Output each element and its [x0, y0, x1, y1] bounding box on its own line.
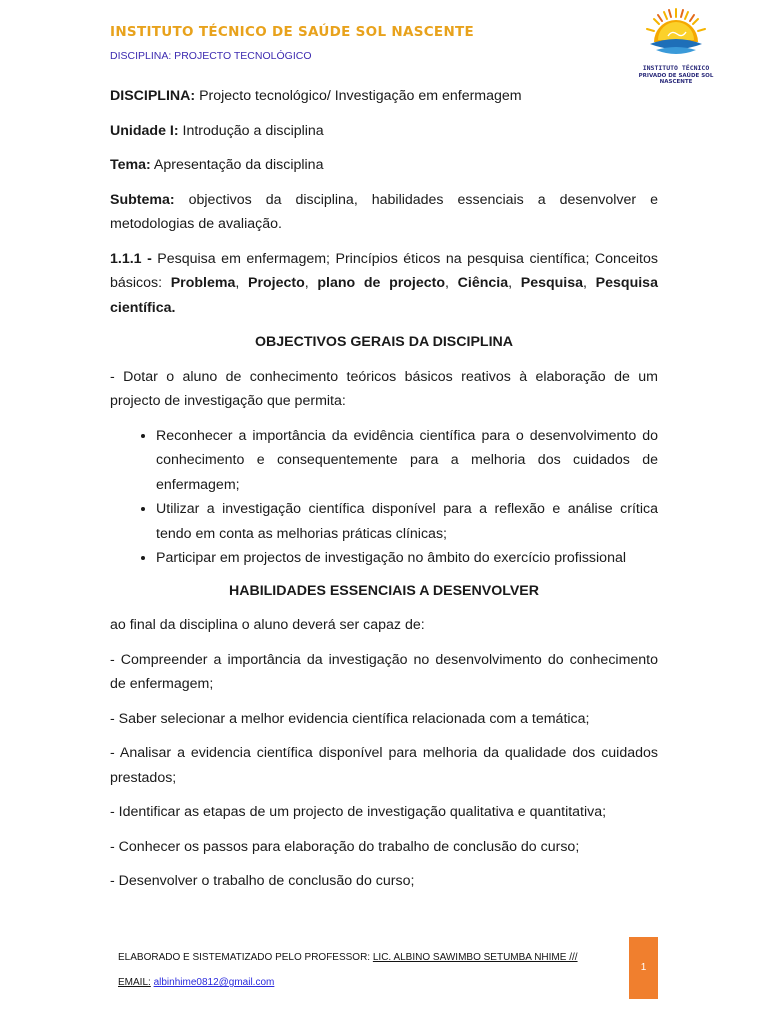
footer-author-line [118, 952, 618, 963]
subtema-label: Subtema: [110, 191, 175, 208]
unidade-label: Unidade I: [110, 122, 179, 139]
disciplina-line [110, 84, 658, 109]
list-item: • Reconhecer a importância da evidência científica para o desenvolvimento do conhecimento e consequentemente para a melhoria dos cuidados de enfermagem; [156, 424, 658, 498]
discipline-subtitle: DISCIPLINA: PROJECTO TECNOLÓGICO [110, 50, 312, 62]
habilidade-item: - Desenvolver o trabalho de conclusão do curso; [110, 873, 415, 889]
footer-prefix: ELABORADO E SISTEMATIZADO PELO PROFESSOR: [118, 952, 373, 963]
disciplina-value: Projecto tecnológico/ Investigação em enfermagem [195, 88, 522, 104]
objectivos-intro: - Dotar o aluno de conhecimento teóricos básicos reativos à elaboração de um projecto de investigação que permita: [110, 368, 658, 409]
separator: , [235, 275, 248, 291]
separator: , [508, 275, 521, 291]
document-body [110, 84, 658, 904]
logo-text-name: PRIVADO DE SAÚDE SOL NASCENTE [638, 73, 714, 85]
separator: , [583, 275, 596, 291]
habilidade-item: - Conhecer os passos para elaboração do trabalho de conclusão do curso; [110, 838, 580, 855]
habilidades-intro: ao final da disciplina o aluno deverá ser capaz de: [110, 617, 425, 633]
tema-value: Apresentação da disciplina [150, 157, 324, 173]
habilidade-item: - Identificar as etapas de um projecto de investigação qualitativa e quantitativa; [110, 804, 607, 820]
page-number-badge: 1 [629, 937, 658, 999]
unidade-line [110, 119, 658, 144]
keyword-ciencia: Ciência [457, 275, 509, 291]
institute-title: INSTITUTO TÉCNICO DE SAÚDE SOL NASCENTE [110, 24, 475, 40]
footer-email-link[interactable]: albinhime0812@gmail.com [153, 977, 275, 988]
page-header [0, 0, 768, 90]
list-item: • Participar em projectos de investigação no âmbito do exercício profissional [156, 546, 658, 571]
habilidade-item: - Analisar a evidencia científica disponível para melhoria da qualidade dos cuidados prestados; [110, 745, 658, 786]
institute-logo [626, 6, 726, 86]
section-number: 1.1.1 - [110, 250, 152, 267]
subtema-line [110, 188, 658, 237]
tema-line [110, 153, 658, 178]
footer-professor: LIC. ALBINO SAWIMBO SETUMBA NHIME /// [372, 952, 578, 963]
keyword-pesquisa-cientifica: Pesquisa científica. [110, 275, 658, 316]
disciplina-label: DISCIPLINA: [110, 88, 196, 104]
unidade-value: Introdução a disciplina [178, 122, 324, 139]
habilidade-item: - Compreender a importância da investigação no desenvolvimento do conhecimento de enfermagem; [110, 651, 658, 692]
logo-text-institute: INSTITUTO TÉCNICO [642, 64, 710, 72]
keyword-pesquisa: Pesquisa [520, 275, 584, 291]
section-1-1-1 [110, 247, 658, 321]
separator: , [445, 275, 458, 291]
objectivos-list [110, 424, 658, 571]
habilidade-item: - Saber selecionar a melhor evidencia científica relacionada com a temática; [110, 710, 590, 727]
keyword-plano-de-projecto: plano de projecto [317, 275, 446, 291]
subtema-value: objectivos da disciplina, habilidades essenciais a desenvolver e metodologias de avaliação. [110, 191, 658, 232]
tema-label: Tema: [110, 157, 151, 173]
list-item: • Utilizar a investigação científica disponível para a reflexão e análise crítica tendo em conta as melhorias práticas clínicas; [156, 497, 658, 546]
objectivos-heading: OBJECTIVOS GERAIS DA DISCIPLINA [254, 334, 514, 350]
footer-email-line [118, 977, 618, 988]
section-text: Pesquisa em enfermagem; Princípios éticos na pesquisa científica; Conceitos básicos: [110, 250, 658, 291]
separator: , [304, 275, 318, 291]
keyword-projecto: Projecto [247, 275, 305, 291]
sun-logo-icon [638, 6, 714, 62]
footer-email-label: EMAIL: [118, 977, 151, 988]
habilidades-heading: HABILIDADES ESSENCIAIS A DESENVOLVER [228, 582, 540, 599]
keyword-problema: Problema [170, 275, 236, 291]
